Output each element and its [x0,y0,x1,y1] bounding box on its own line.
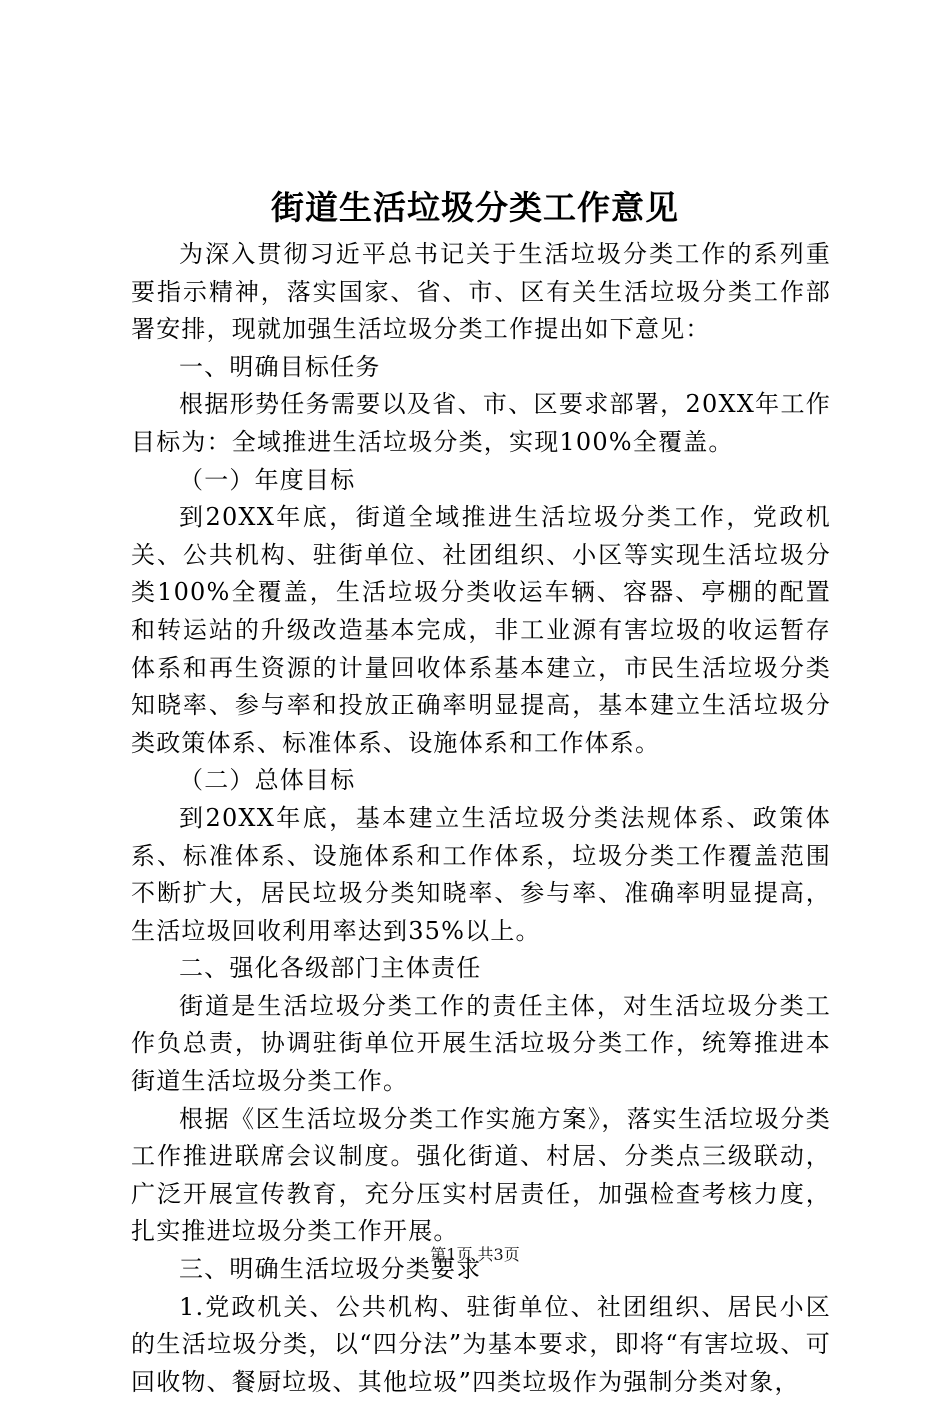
section-2-paragraph-1: 街道是生活垃圾分类工作的责任主体，对生活垃圾分类工作负总责，协调驻街单位开展生活垃圾分类工作，统筹推进本街道生活垃圾分类工作。 [131,991,831,1096]
subsection-heading-annual-goal: （一）年度目标 [179,465,356,494]
overall-goal-paragraph: 到20XX年底，基本建立生活垃圾分类法规体系、政策体系、标准体系、设施体系和工作体系，垃圾分类工作覆盖范围不断扩大，居民垃圾分类知晓率、参与率、准确率明显提高，生活垃圾回收利用率达到35%以上。 [131,803,831,945]
section-heading-1: 一、明确目标任务 [179,352,381,381]
intro-paragraph: 为深入贯彻习近平总书记关于生活垃圾分类工作的系列重要指示精神，落实国家、省、市、区有关生活垃圾分类工作部署安排，现就加强生活垃圾分类工作提出如下意见： [131,240,831,344]
section-2-paragraph-2: 根据《区生活垃圾分类工作实施方案》，落实生活垃圾分类工作推进联席会议制度。强化街道、村居、分类点三级联动，广泛开展宣传教育，充分压实村居责任，加强检查考核力度，扎实推进垃圾分类工作开展。 [131,1104,831,1246]
section-heading-2: 二、强化各级部门主体责任 [179,954,482,983]
page-number-footer: 第1页 共3页 [430,1245,520,1264]
annual-goal-paragraph: 到20XX年底，街道全域推进生活垃圾分类工作，党政机关、公共机构、驻街单位、社团组织、小区等实现生活垃圾分类100%全覆盖，生活垃圾分类收运车辆、容器、亭棚的配置和转运站的升级改造基本完成，非工业源有害垃圾的收运暂存体系和再生资源的计量回收体系基本建立，市民生活垃圾分类知晓率、参与率和投放正确率明显提高，基本建立生活垃圾分类政策体系、标准体系、设施体系和工作体系。 [131,503,831,757]
section-1-paragraph: 根据形势任务需要以及省、市、区要求部署，20XX年工作目标为：全域推进生活垃圾分类，实现100%全覆盖。 [131,390,831,456]
document-title: 街道生活垃圾分类工作意见 [271,188,679,227]
subsection-heading-overall-goal: （二）总体目标 [179,766,356,795]
section-heading-3: 三、明确生活垃圾分类要求 [179,1255,482,1284]
document-body [131,236,831,1401]
section-3-paragraph-1: 1.党政机关、公共机构、驻街单位、社团组织、居民小区的生活垃圾分类，以“四分法”为基本要求，即将“有害垃圾、可回收物、餐厨垃圾、其他垃圾”四类垃圾作为强制分类对象， [131,1292,831,1396]
